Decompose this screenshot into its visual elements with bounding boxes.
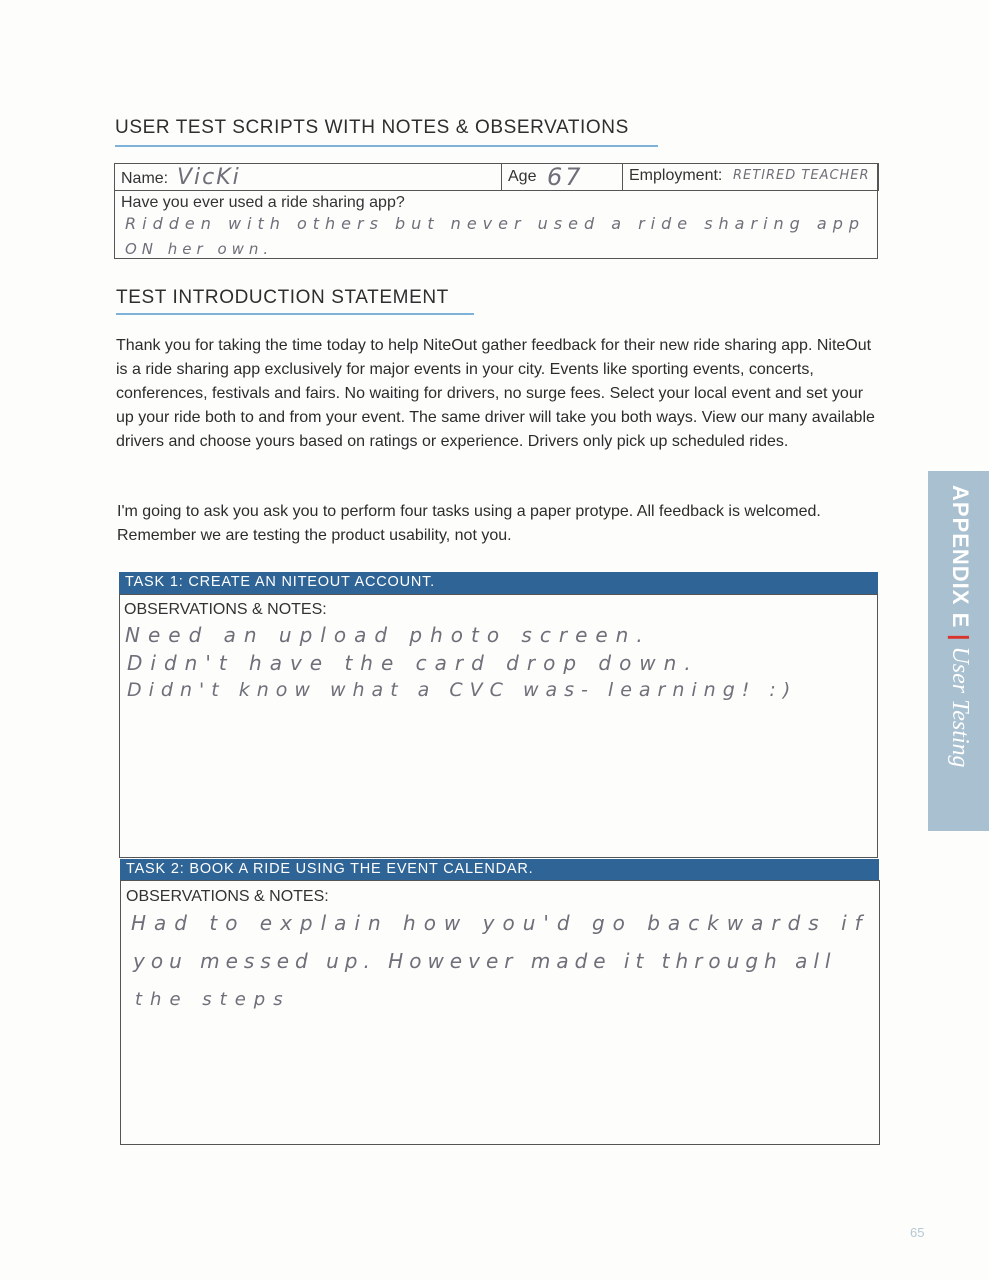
task-1-note-1: Need an upload photo screen. bbox=[125, 623, 651, 647]
age-label: Age bbox=[508, 168, 537, 185]
intro-underline bbox=[116, 313, 474, 315]
task-1-note-3: Didn't know what a CVC was- learning! :) bbox=[127, 679, 798, 701]
appendix-side-label bbox=[946, 485, 973, 768]
task-1-note-2: Didn't have the card drop down. bbox=[127, 651, 699, 675]
task-2-note-1: Had to explain how you'd go backwards if bbox=[131, 911, 870, 935]
ride-sharing-question: Have you ever used a ride sharing app? bbox=[121, 194, 405, 211]
intro-title: TEST INTRODUCTION STATEMENT bbox=[116, 287, 449, 308]
task-2-note-3: the steps bbox=[135, 989, 291, 1010]
name-value: VicKi bbox=[177, 165, 241, 190]
task-1-header: TASK 1: CREATE AN NITEOUT ACCOUNT. bbox=[119, 572, 878, 594]
intro-paragraph-2: I'm going to ask you ask you to perform four tasks using a paper protype. All feedback is welcomed. Remember we are testing the product usability, not you. bbox=[117, 503, 821, 544]
task-2-notes-box bbox=[120, 880, 880, 1145]
ride-sharing-answer-line1: Ridden with others but never used a ride sharing app bbox=[125, 214, 866, 233]
task-1-notes-box bbox=[119, 594, 878, 858]
profile-box bbox=[114, 163, 878, 259]
title-underline bbox=[115, 145, 658, 147]
name-label: Name: bbox=[121, 170, 169, 187]
task-2-header: TASK 2: BOOK A RIDE USING THE EVENT CALENDAR. bbox=[120, 859, 879, 880]
name-cell bbox=[114, 163, 502, 191]
task-1-notes-label: OBSERVATIONS & NOTES: bbox=[124, 601, 327, 618]
employment-label: Employment: bbox=[629, 167, 723, 184]
appendix-label: APPENDIX E bbox=[948, 485, 973, 629]
page-title: USER TEST SCRIPTS WITH NOTES & OBSERVATIONS bbox=[115, 117, 629, 138]
appendix-divider: | bbox=[948, 634, 973, 641]
task-2-notes-label: OBSERVATIONS & NOTES: bbox=[126, 888, 329, 905]
task-2-note-2: you messed up. However made it through all bbox=[133, 949, 837, 973]
appendix-side-tab bbox=[928, 471, 989, 831]
appendix-section-label: User Testing bbox=[947, 646, 973, 768]
employment-value: RETIRED TEACHER bbox=[733, 168, 870, 183]
ride-sharing-answer-line2: ON her own. bbox=[125, 240, 274, 258]
intro-paragraph-1: Thank you for taking the time today to help NiteOut gather feedback for their new ride sharing app. NiteOut is a ride sharing app exclusively for major events in your city. Events like sporting events, concerts, conferences, festivals and fairs. No waiting for drivers, no surge fees. Select your local event and set your up your ride both to and from your event. The same driver will take you both ways. View our many available drivers and choose yours based on ratings or experience. Drivers only pick up scheduled rides. bbox=[116, 337, 875, 450]
page-number: 65 bbox=[910, 1225, 925, 1240]
age-value: 67 bbox=[547, 163, 584, 191]
